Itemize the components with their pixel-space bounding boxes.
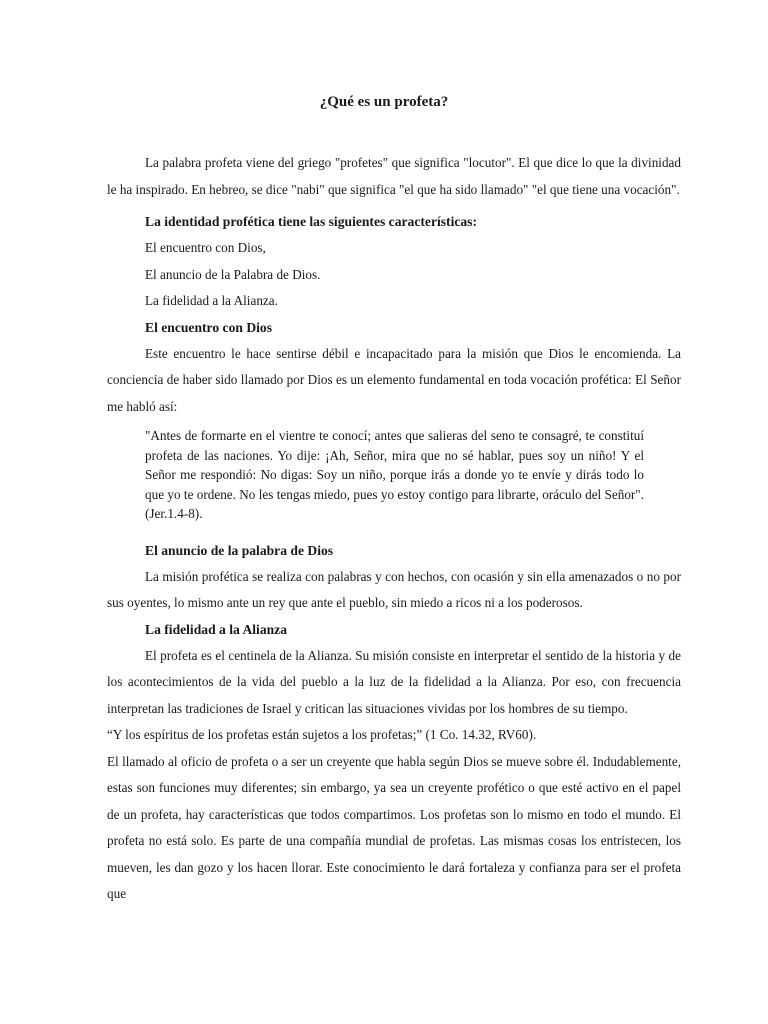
section-heading-fidelidad: La fidelidad a la Alianza xyxy=(145,621,288,637)
verse-quote: “Y los espíritus de los profetas están sujetos a los profetas;” (1 Co. 14.32, RV60). xyxy=(107,727,537,743)
page-title: ¿Qué es un profeta? xyxy=(319,94,449,110)
section-text-fidelidad: El profeta es el centinela de la Alianza. Su misión consiste en interpretar el sentido de la historia y de los acontecimientos de la vida del pueblo a la luz de la fidelidad a la Alianza. Por eso, con frecuencia interpretan las tradiciones de Israel y critican las situaciones vividas por los hombres de su tiempo. xyxy=(107,647,681,716)
identity-item: El encuentro con Dios, xyxy=(145,240,266,255)
section-heading-anuncio: El anuncio de la palabra de Dios xyxy=(145,542,334,558)
section-heading-encuentro: El encuentro con Dios xyxy=(145,319,273,335)
closing-paragraph: El llamado al oficio de profeta o a ser un creyente que habla según Dios se mueve sobre él. Indudablemente, estas son funciones muy diferentes; sin embargo, ya sea un creyente profético o que esté activo en el papel de un profeta, hay características que todos compartimos. Los profetas son lo mismo en todo el mundo. El profeta no está solo. Es parte de una compañía mundial de profetas. Las mismas cosas los entristecen, los mueven, les dan gozo y los hacen llorar. Este conocimiento le dará fortaleza y confianza para ser el profeta que xyxy=(107,753,681,902)
identity-item: El anuncio de la Palabra de Dios. xyxy=(145,266,321,282)
identity-item: La fidelidad a la Alianza. xyxy=(145,293,278,308)
scripture-quote: "Antes de formarte en el vientre te conocí; antes que salieras del seno te consagré, te constituí profeta de las naciones. Yo dije: ¡Ah, Señor, mira que no sé hablar, pues soy un niño! Y el Señor me respondió: No digas: Soy un niño, porque irás a donde yo te envíe y dirás todo lo que yo te ordene. No les tengas miedo, pues yo estoy contigo para librarte, oráculo del Señor". (Jer.1.4-8). xyxy=(145,428,644,522)
intro-paragraph: La palabra profeta viene del griego "profetes" que significa "locutor". El que dice lo que la divinidad le ha inspirado. En hebreo, se dice "nabi" que significa "el que ha sido llamado" "el que tiene una vocación". xyxy=(107,155,681,197)
document-body xyxy=(107,150,681,908)
identity-heading: La identidad profética tiene las siguientes características: xyxy=(145,214,477,229)
section-text-anuncio: La misión profética se realiza con palabras y con hechos, con ocasión y sin ella amenazados o no por sus oyentes, lo mismo ante un rey que ante el pueblo, sin miedo a ricos ni a los poderosos. xyxy=(107,568,681,611)
section-text-encuentro: Este encuentro le hace sentirse débil e incapacitado para la misión que Dios le encomienda. La conciencia de haber sido llamado por Dios es un elemento fundamental en toda vocación profética: El Señor me habló así: xyxy=(107,345,681,414)
